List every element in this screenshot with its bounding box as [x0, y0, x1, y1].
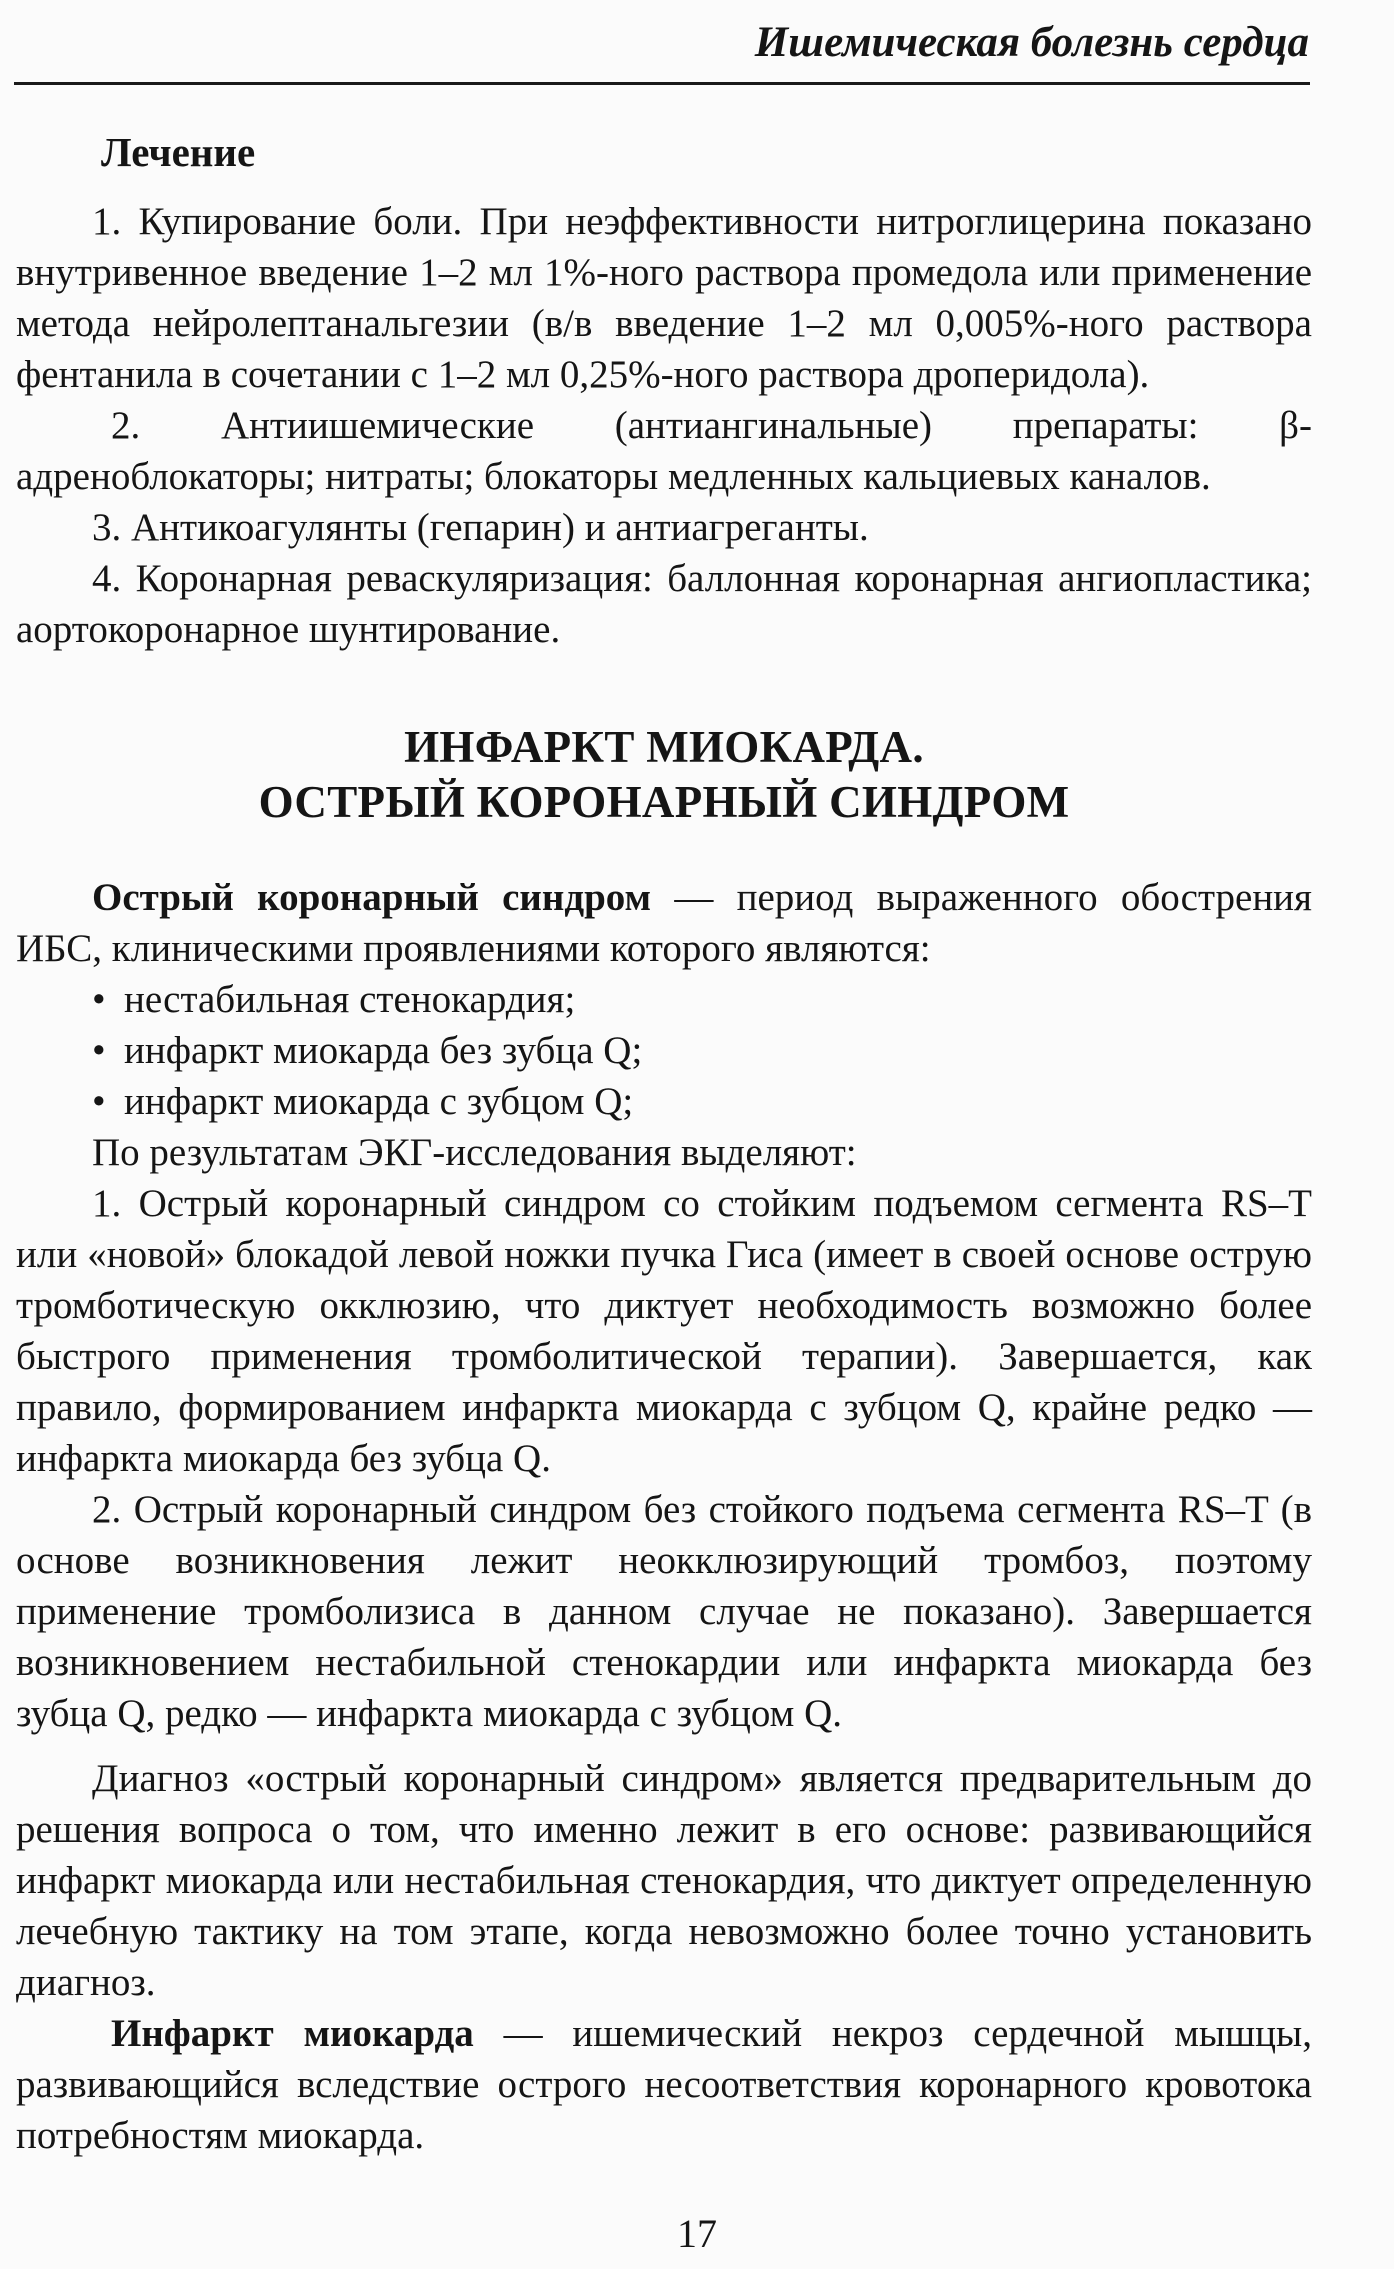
section-title [16, 720, 1312, 830]
section-title-line-2: ОСТРЫЙ КОРОНАРНЫЙ СИНДРОМ [258, 777, 1070, 827]
page-body [16, 128, 1312, 2161]
ecg-intro: По результатам ЭКГ-исследования выделяют: [92, 1131, 857, 1174]
diagnosis-note: Диагноз «острый коронарный синдром» является предварительным до решения вопроса о том, что именно лежит в его основе: развивающийся инфаркт миокарда или нестабильная стенокардия, что диктует определенную лечебную тактику на том этапе, когда невозможно более точно установить диагноз. [16, 1757, 1312, 2004]
mi-definition: — ишемический некроз сердечной мышцы, развивающийся вследствие острого несоответствия коронарного кровотока потребностям миокарда. [16, 2012, 1312, 2157]
acs-term: Острый коронарный синдром [92, 876, 652, 919]
mi-definition-paragraph [16, 2008, 1312, 2161]
running-header: Ишемическая болезнь сердца [754, 19, 1309, 66]
list-item: • инфаркт миокарда с зубцом Q; [16, 1076, 1312, 1127]
acs-definition: — период выраженного обострения ИБС, клиническими проявлениями которого являются: [16, 876, 1312, 970]
acs-bullet-list [16, 974, 1312, 1127]
treatment-item-2: 2. Антиишемические (антиангинальные) препараты: β-адреноблокаторы; нитраты; блокаторы медленных кальциевых каналов. [16, 404, 1312, 498]
mi-term: Инфаркт миокарда [111, 2012, 474, 2055]
treatment-heading: Лечение [101, 129, 256, 175]
treatment-item-3: 3. Антикоагулянты (гепарин) и антиагреганты. [92, 506, 869, 549]
acs-type-2: 2. Острый коронарный синдром без стойкого подъема сегмента RS–T (в основе возникновения лежит неокклюзирующий тромбоз, поэтому применение тромболизиса в данном случае не показано). Завершается возникновением нестабильной стенокардии или инфаркта миокарда без зубца Q, редко — инфаркта миокарда с зубцом Q. [16, 1488, 1312, 1735]
page-number: 17 [677, 2211, 717, 2256]
treatment-item-4: 4. Коронарная реваскуляризация: баллонная коронарная ангиопластика; аортокоронарное шунтирование. [16, 557, 1312, 651]
list-item: • нестабильная стенокардия; [16, 974, 1312, 1025]
treatment-item-1: 1. Купирование боли. При неэффективности нитроглицерина показано внутривенное введение 1–2 мл 1%-ного раствора промедола или применение метода нейролептанальгезии (в/в введение 1–2 мл 0,005%-ного раствора фентанила в сочетании с 1–2 мл 0,25%-ного раствора дроперидола). [16, 200, 1312, 396]
acs-type-1: 1. Острый коронарный синдром со стойким подъемом сегмента RS–T или «новой» блокадой левой ножки пучка Гиса (имеет в своей основе острую тромботическую окклюзию, что диктует необходимость возможно более быстрого применения тромболитической терапии). Завершается, как правило, формированием инфаркта миокарда с зубцом Q, крайне редко — инфаркта миокарда без зубца Q. [16, 1182, 1312, 1480]
acs-definition-paragraph [16, 872, 1312, 974]
list-item: • инфаркт миокарда без зубца Q; [16, 1025, 1312, 1076]
header-rule [14, 82, 1310, 85]
section-title-line-1: ИНФАРКТ МИОКАРДА. [404, 722, 924, 772]
